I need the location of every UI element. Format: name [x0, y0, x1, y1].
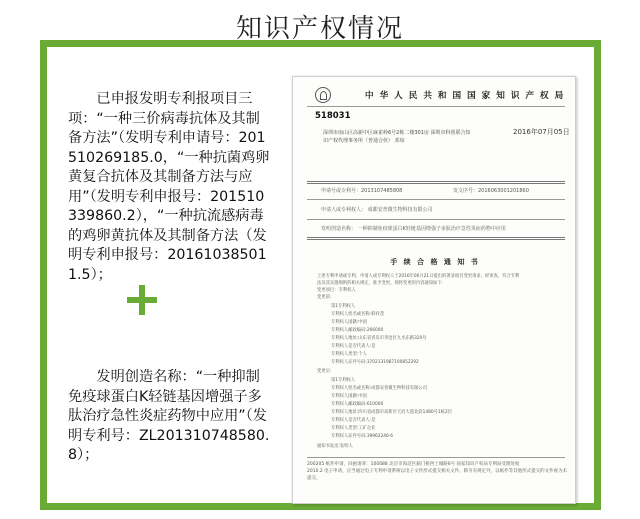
after-line: 第1专利权人: [331, 378, 356, 383]
sipo-logo-icon: [315, 87, 331, 103]
before-line: 专利权人地址:山东省青岛市李沧区九水东路320号: [331, 336, 427, 341]
divider: [307, 237, 565, 240]
before-line: 专利权人姓名或名称:韩祥茂: [331, 312, 385, 317]
footer-line-2: 2010.2 电子申请，应当通过电子专利申请系统以电子文件形式提交相关文件。除另有规定外，以纸件等其他形式提交的文件视为未提交。: [307, 469, 568, 481]
after-line: 专利权人是否代表人:是: [331, 418, 376, 423]
footer-divider: [307, 457, 565, 458]
patent-certificate-document: [292, 76, 576, 504]
after-line: 专利权人邮政编码:610000: [331, 402, 384, 407]
change-item: 变更项目：专利权人: [317, 288, 356, 293]
page-title: 知识产权情况: [235, 14, 404, 44]
doc-address: 深圳市南山区高新中区麻雀岭6号2栋二楼301房 深圳市科创联合知识产权代理事务所（普通合伙） 邓琼: [323, 130, 471, 144]
divider: [307, 181, 565, 184]
granted-patent-text: 发明创造名称：“一种抑制免疫球蛋白K轻链基因增强子多肽治疗急性炎症药物中应用”（发明专利号：ZL201310748580.8）；: [68, 369, 270, 463]
before-line: 第1专利权人: [331, 304, 356, 309]
after-line: 专利权人姓名或名称:成都安普微生物科技有限公司: [331, 386, 427, 391]
header-divider: [307, 106, 565, 107]
before-line: 专利权人国籍:中国: [331, 320, 367, 325]
before-line: 专利权人是否代表人:是: [331, 344, 376, 349]
after-label: 变更后：: [317, 369, 335, 374]
footer-line-1: 200205 纸件申请，回函请寄：100088 北京市海淀区蓟门桥西土城路6号 国家知识产权局专利局受理处收: [307, 462, 520, 467]
before-line: 专利权人类型:个人: [331, 352, 367, 357]
before-line: 专利权人邮政编码:266000: [331, 328, 384, 333]
after-line: 专利权人证件号码:39962246-6: [331, 434, 393, 439]
before-line: 专利权人证件号码:3702131987100852292: [331, 360, 419, 365]
doc-footer: [307, 461, 569, 482]
before-label: 变更前：: [317, 295, 335, 300]
after-line: 专利权人类型:工矿企业: [331, 426, 376, 431]
notice-title: 手 续 合 格 通 知 书: [390, 258, 480, 266]
plus-icon: [127, 285, 157, 315]
doc-invention-name: 发明创造名称： 一种抑制免疫球蛋白K轻链基因增强子多肽治疗急性炎症药物中应用: [321, 226, 506, 232]
doc-applicant: 申请人或专利权人： 成都安普微生物科技有限公司: [321, 207, 433, 213]
divider: [307, 219, 565, 220]
notice-intro-line-2: 法及其实施细则的相关规定，准予变更。现将变更的内容通知如下：: [317, 281, 446, 286]
patent-applications-text: 已申报发明专利报项目三项：“一种三价病毒抗体及其制备方法”（发明专利申请号：201510269185.0，“一种抗菌鸡卵黄复合抗体及其制备方法与应用”（发明专利申报号：201510339860.2），“一种抗流感病毒的鸡卵黄抗体及其制备方法（发明专利申报号：201610385011.5）；: [68, 91, 270, 283]
divider: [307, 199, 565, 200]
doc-serial-number: 发文序号：2016063001201860: [453, 188, 529, 194]
notice-intro-line-1: 上述专利申请或专利，申请人或专利权人于2016年06月21日提出的著录项目变更请求，经审查，符合专利: [317, 274, 520, 279]
after-line: 专利权人地址:四川省成都市高新区天府大道北段1480号1栋2层: [331, 410, 452, 415]
doc-postcode: 518031: [315, 111, 351, 121]
doc-date: 2016年07月05日: [513, 128, 570, 136]
notify-to: 通知书发送:发明人: [317, 444, 353, 449]
doc-application-number: 申请号或专利号：2013107485808: [321, 188, 403, 194]
doc-header: 中 华 人 民 共 和 国 国 家 知 识 产 权 局: [365, 91, 565, 101]
after-line: 专利权人国籍:中国: [331, 394, 367, 399]
